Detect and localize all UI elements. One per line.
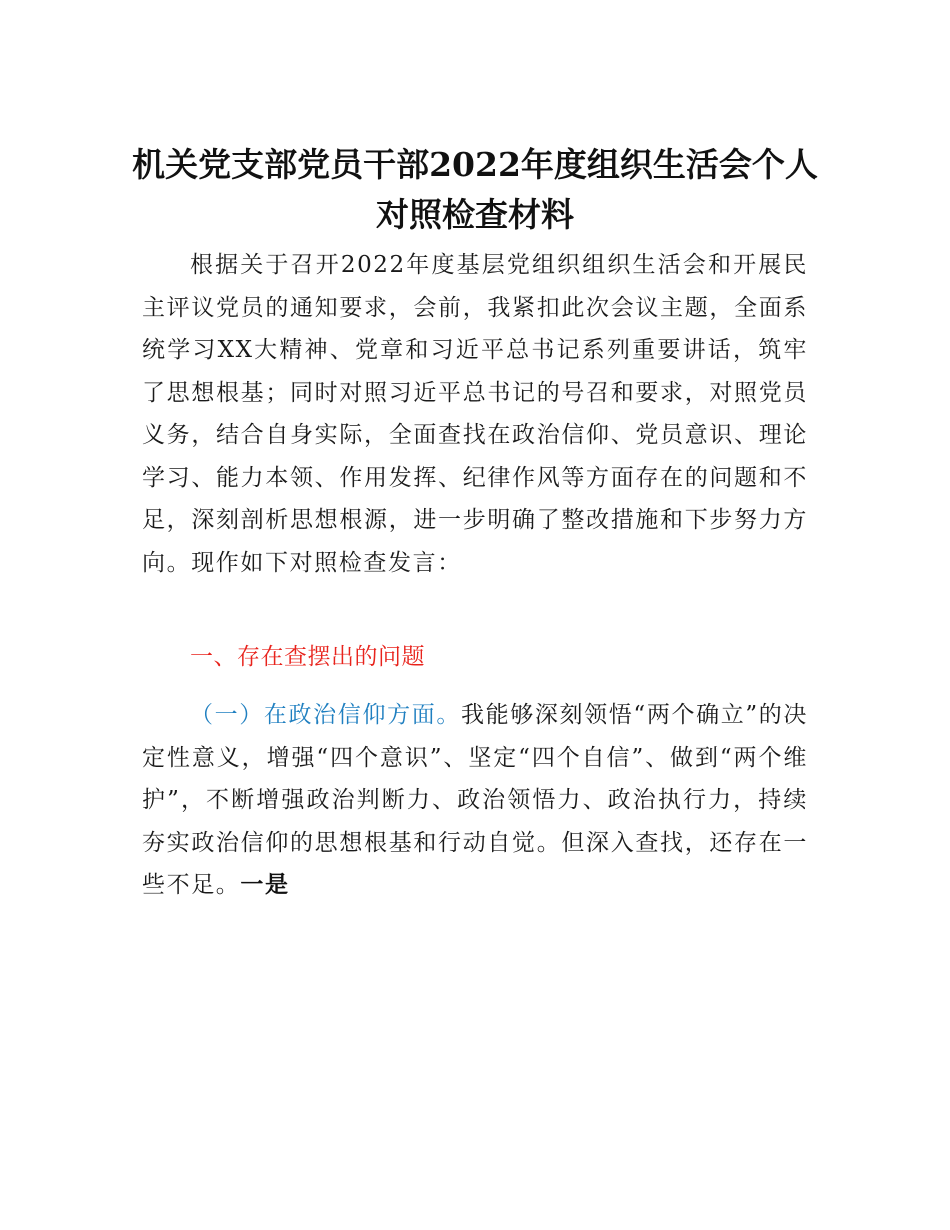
document-title: 机关党支部党员干部2022年度组织生活会个人对照检查材料 [132,145,818,234]
political-belief-paragraph [142,694,808,907]
section-heading-problems: 一、存在查摆出的问题 [190,644,425,670]
intro-paragraph: 根据关于召开2022年度基层党组织组织生活会和开展民主评议党员的通知要求，会前，我紧扣此次会议主题，全面系统学习XX大精神、党章和习近平总书记系列重要讲话，筑牢了思想根基；同时对照习近平总书记的号召和要求，对照党员义务，结合自身实际，全面查找在政治信仰、党员意识、理论学习、能力本领、作用发挥、纪律作风等方面存在的问题和不足，深刻剖析思想根源，进一步明确了整改措施和下步努力方向。现作如下对照检查发言： [142,252,808,576]
first-point-marker: 一是 [240,872,290,898]
subsection-heading-political-belief: （一）在政治信仰方面。 [190,702,461,728]
political-belief-text: 我能够深刻领悟“两个确立”的决定性意义，增强“四个意识”、坚定“四个自信”、做到“两个维护”，不断增强政治判断力、政治领悟力、政治执行力，持续夯实政治信仰的思想根基和行动自觉。但深入查找，还存在一些不足。 [142,702,808,898]
